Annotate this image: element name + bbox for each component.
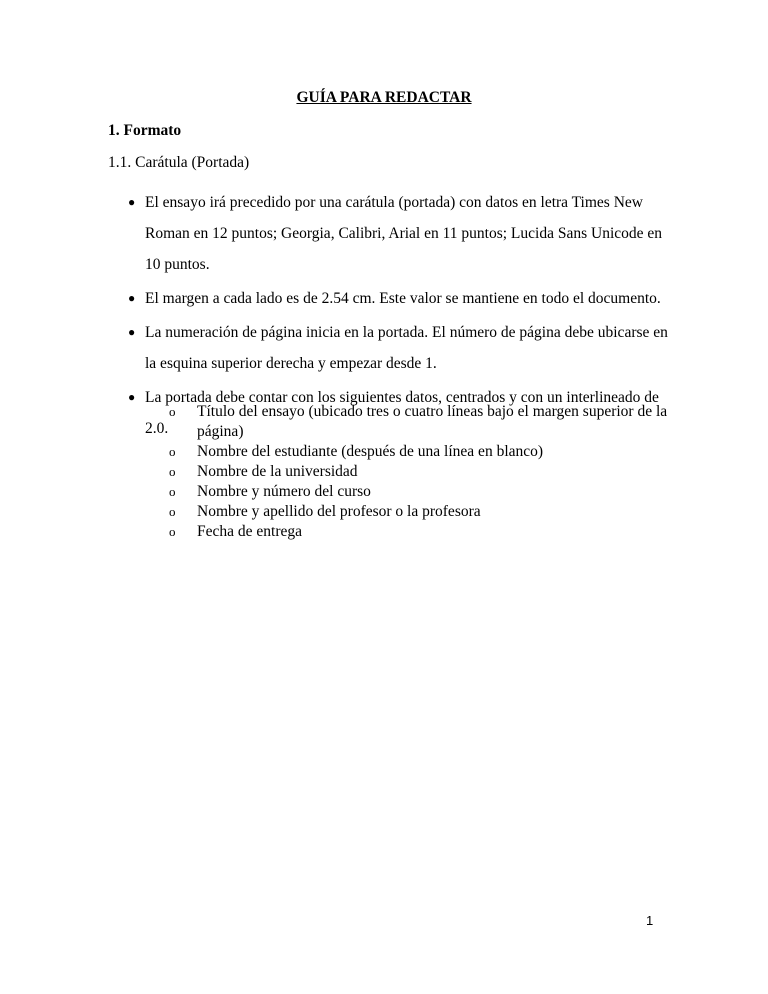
sub-bullet-text: Nombre del estudiante (después de una línea en blanco) bbox=[197, 443, 544, 460]
hollow-circle-icon: o bbox=[169, 484, 176, 499]
bullet-dot-icon: ● bbox=[128, 390, 136, 404]
section-heading: 1. Formato bbox=[108, 122, 182, 139]
bullet-text: La numeración de página inicia en la portada. El número de página debe ubicarse en la esquina superior derecha y empezar desde 1. bbox=[145, 324, 668, 372]
hollow-circle-icon: o bbox=[169, 404, 176, 419]
hollow-circle-icon: o bbox=[169, 464, 176, 479]
bullet-item bbox=[108, 187, 668, 280]
sub-bullet-text: Nombre y número del curso bbox=[197, 483, 371, 500]
hollow-circle-icon: o bbox=[169, 444, 176, 459]
document-title: GUÍA PARA REDACTAR bbox=[296, 89, 472, 106]
bullet-text: La portada debe contar con los siguientes datos, centrados y con un interlineado de 2.0. bbox=[145, 389, 659, 437]
sub-bullet-item bbox=[169, 402, 669, 442]
page-number: 1 bbox=[646, 913, 654, 928]
hollow-circle-icon: o bbox=[169, 504, 176, 519]
sub-bullet-item bbox=[169, 522, 669, 542]
bullet-text: El margen a cada lado es de 2.54 cm. Este valor se mantiene en todo el documento. bbox=[145, 290, 661, 307]
sub-bullet-list bbox=[169, 402, 669, 542]
sub-bullet-item bbox=[169, 482, 669, 502]
sub-bullet-item bbox=[169, 502, 669, 522]
sub-bullet-text: Nombre y apellido del profesor o la profesora bbox=[197, 503, 481, 520]
subsection-heading: 1.1. Carátula (Portada) bbox=[108, 154, 250, 171]
hollow-circle-icon: o bbox=[169, 524, 176, 539]
sub-bullet-item bbox=[169, 442, 669, 462]
sub-bullet-text: Fecha de entrega bbox=[197, 523, 302, 540]
bullet-item bbox=[108, 317, 668, 379]
bullet-item bbox=[108, 283, 668, 314]
bullet-dot-icon: ● bbox=[128, 291, 136, 305]
bullet-dot-icon: ● bbox=[128, 325, 136, 339]
bullet-dot-icon: ● bbox=[128, 195, 136, 209]
sub-bullet-text: Nombre de la universidad bbox=[197, 463, 358, 480]
bullet-text: El ensayo irá precedido por una carátula (portada) con datos en letra Times New Roman en 12 puntos; Georgia, Calibri, Arial en 11 puntos; Lucida Sans Unicode en 10 puntos. bbox=[145, 194, 663, 273]
sub-bullet-item bbox=[169, 462, 669, 482]
sub-bullet-text: Título del ensayo (ubicado tres o cuatro líneas bajo el margen superior de la página) bbox=[197, 403, 668, 440]
